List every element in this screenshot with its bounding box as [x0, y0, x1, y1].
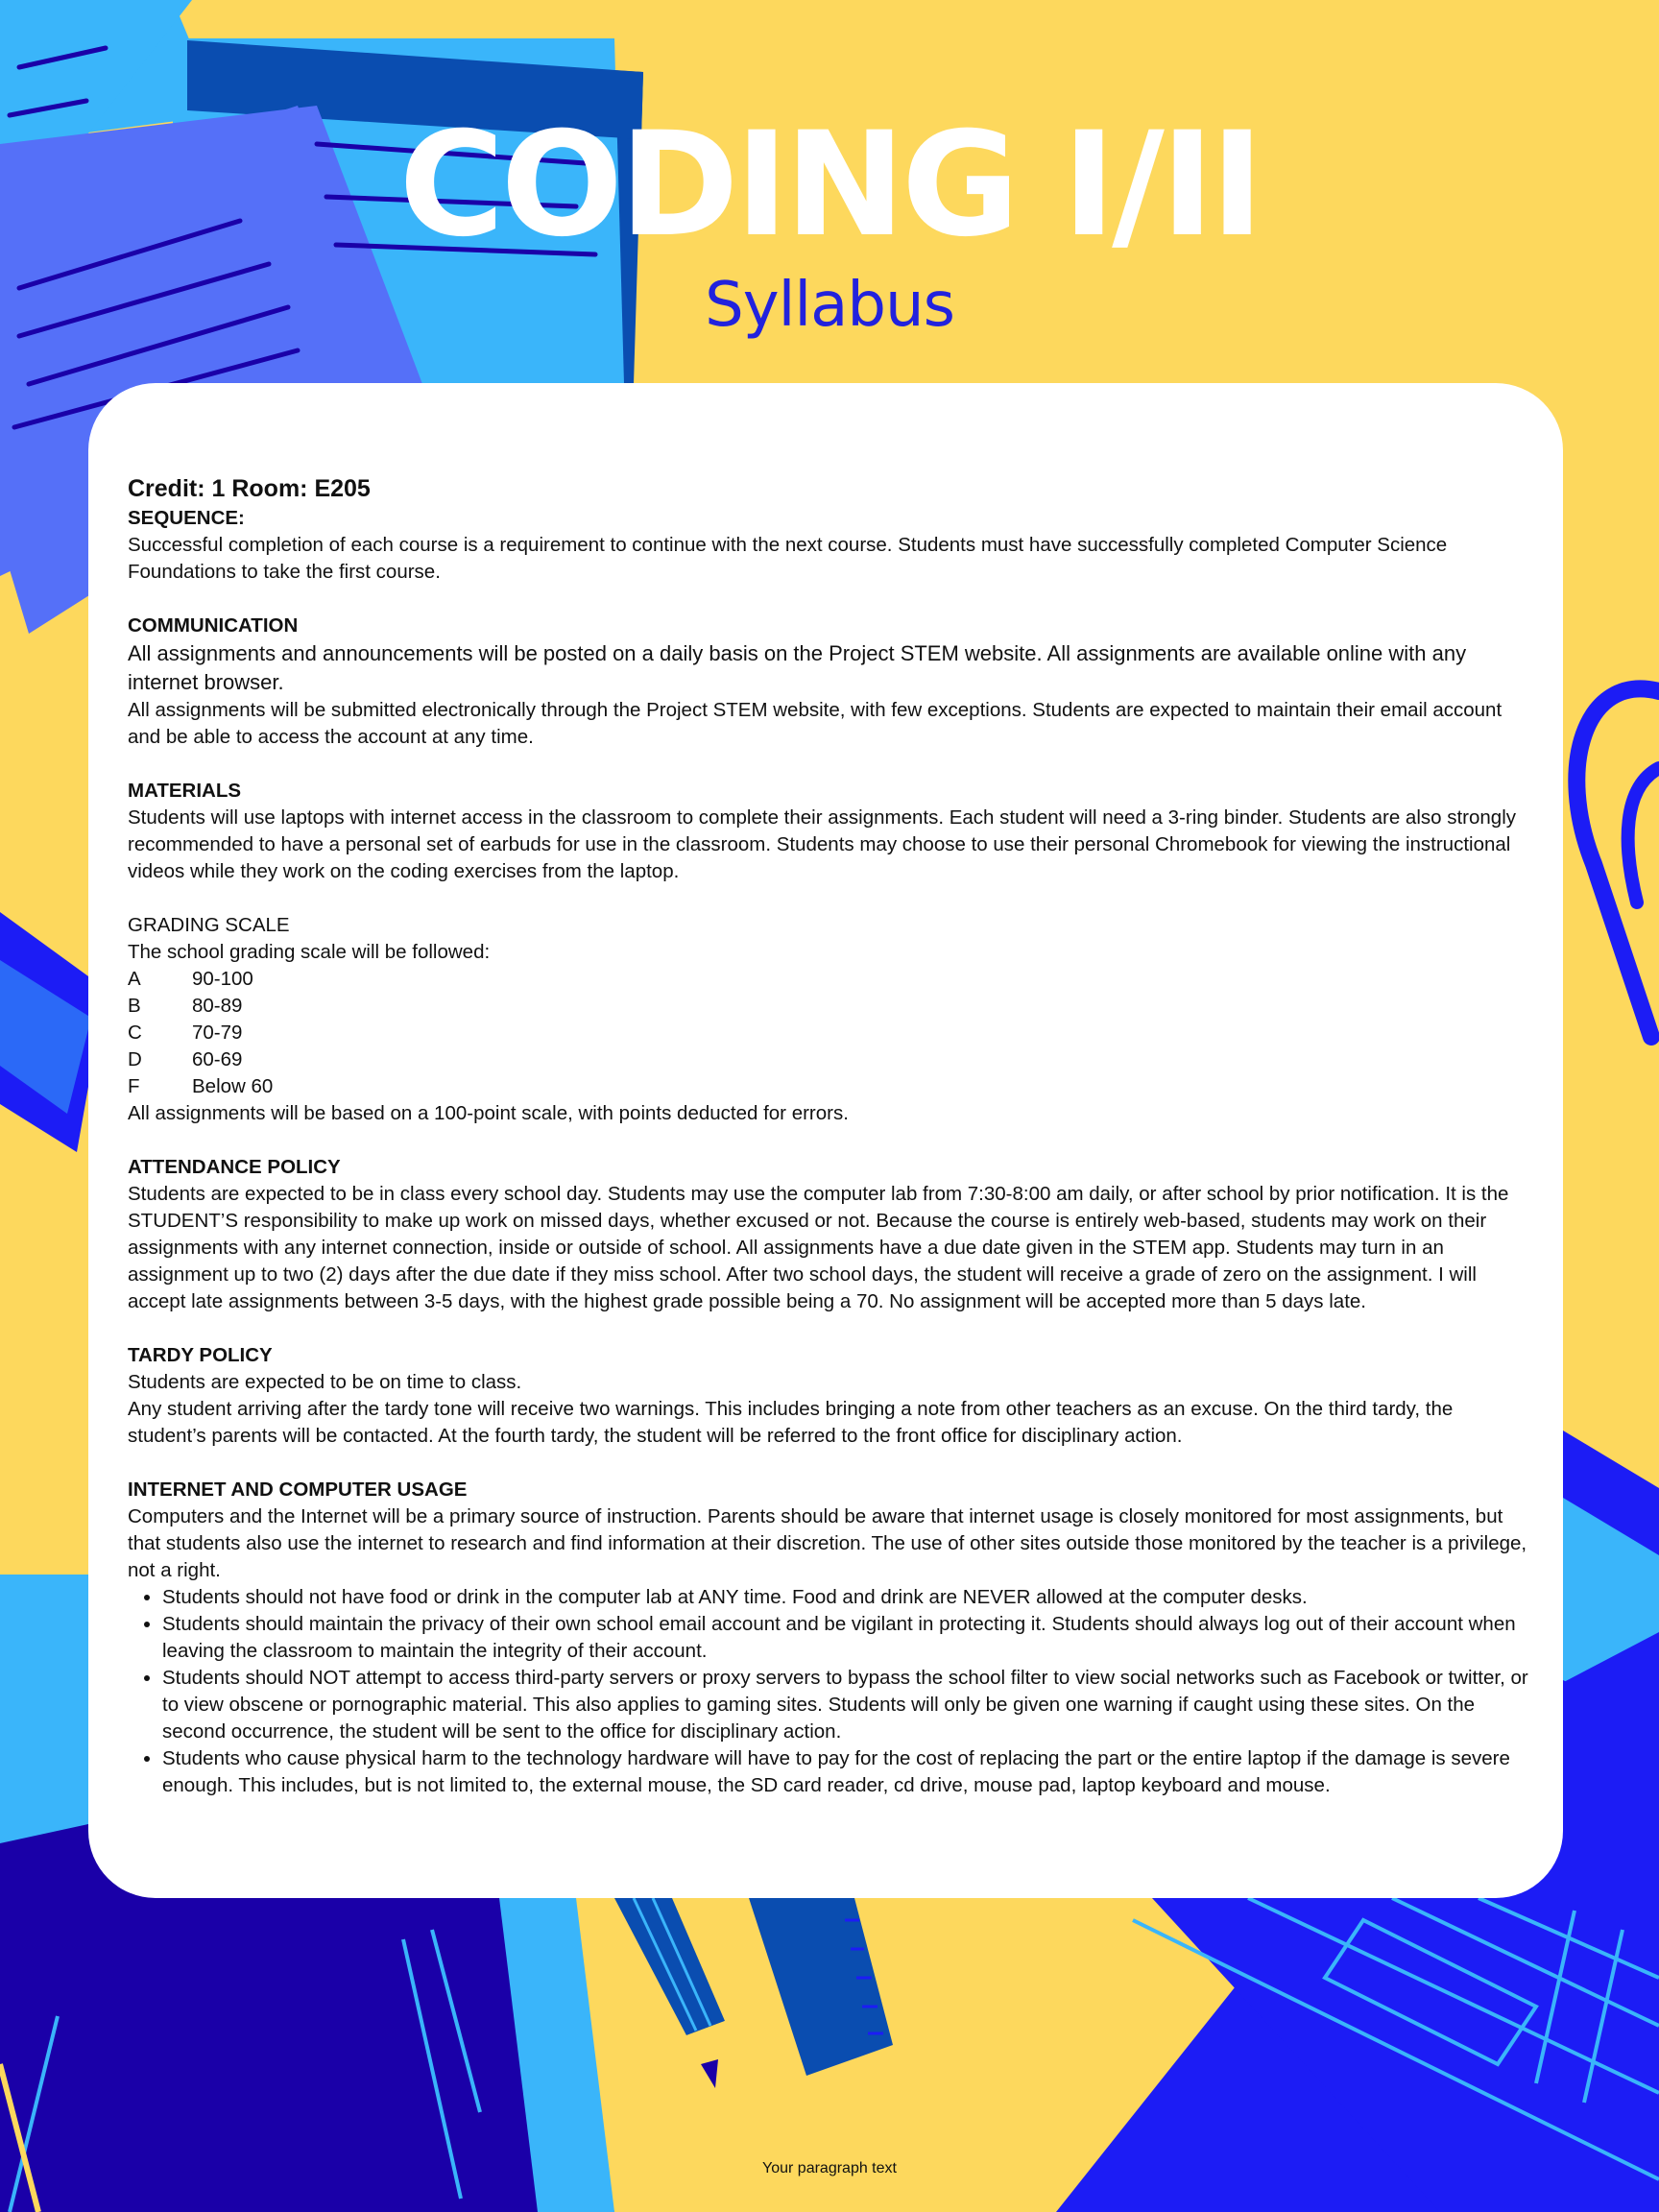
- grade-range: Below 60: [192, 1075, 274, 1097]
- grade-letter: C: [128, 1022, 142, 1044]
- grade-row: [128, 1020, 1531, 1046]
- section-text-communication-1: All assignments and announcements will be posted on a daily basis on the Project STEM website. All assignments are available online with any internet browser.: [128, 641, 1467, 694]
- section-text-attendance: Students are expected to be in class every school day. Students may use the computer lab from 7:30-8:00 am daily, or after school by prior notification. It is the STUDENT’S responsibility to make up work on missed days, whether excused or not. Because the course is entirely web-based, students may work on their assignments with any internet connection, inside or outside of school. All assignments have a due date given in the STEM app. Students may turn in an assignment up to two (2) days after the due date if they miss school. After two school days, the student will receive a grade of zero on the assignment. I will accept late assignments between 3-5 days, with the highest grade possible being a 70. No assignment will be accepted more than 5 days late.: [128, 1183, 1509, 1312]
- grade-range: 60-69: [192, 1048, 243, 1070]
- list-item: • Students should NOT attempt to access third-party servers or proxy servers to bypass the school filter to view social networks such as Facebook or twitter, or to view obscene or pornographic material. This also applies to gaming sites. Students will only be given one warning if caught using these sites. On the second occurrence, the student will be sent to the office for disciplinary action.: [162, 1665, 1531, 1745]
- grade-range: 70-79: [192, 1022, 243, 1044]
- section-heading-communication: COMMUNICATION: [128, 614, 299, 637]
- section-text-tardy-2: Any student arriving after the tardy tone will receive two warnings. This includes bringing a note from other teachers as an excuse. On the third tardy, the student’s parents will be contacted. At the fourth tardy, the student will be referred to the front office for disciplinary action.: [128, 1398, 1454, 1447]
- section-text-communication-2: All assignments will be submitted electronically through the Project STEM website, with few exceptions. Students are expected to maintain their email account and be able to access the account at any time.: [128, 699, 1503, 748]
- syllabus-content: [128, 474, 1531, 1799]
- list-item: • Students should not have food or drink in the computer lab at ANY time. Food and drink are NEVER allowed at the computer desks.: [162, 1584, 1531, 1611]
- list-item: • Students who cause physical harm to the technology hardware will have to pay for the cost of replacing the part or the entire laptop if the damage is severe enough. This includes, but is not limited to, the external mouse, the SD card reader, cd drive, mouse pad, laptop keyboard and mouse.: [162, 1745, 1531, 1799]
- footer-text: Your paragraph text: [762, 2160, 897, 2176]
- section-text-materials: Students will use laptops with internet access in the classroom to complete their assignments. Each student will need a 3-ring binder. Students are also strongly recommended to have a personal set of earbuds for use in the classroom. Students may choose to use their personal Chromebook for viewing the instructional videos while they work on the coding exercises from the laptop.: [128, 806, 1517, 882]
- section-text-tardy-1: Students are expected to be on time to class.: [128, 1371, 522, 1393]
- section-heading-sequence: SEQUENCE:: [128, 507, 245, 529]
- grading-note: All assignments will be based on a 100-point scale, with points deducted for errors.: [128, 1102, 849, 1124]
- grade-row: [128, 1046, 1531, 1073]
- section-heading-attendance: ATTENDANCE POLICY: [128, 1156, 341, 1178]
- list-item: • Students should maintain the privacy of their own school email account and be vigilant in protecting it. Students should always log out of their account when leaving the classroom to maintain the integrity of their account.: [162, 1611, 1531, 1665]
- grade-letter: F: [128, 1075, 140, 1097]
- page-subtitle: Syllabus: [705, 270, 954, 341]
- grade-letter: A: [128, 968, 141, 990]
- grade-row: [128, 993, 1531, 1020]
- credit-room-line: Credit: 1 Room: E205: [128, 475, 371, 502]
- grade-row: [128, 1073, 1531, 1100]
- section-text-sequence: Successful completion of each course is a requirement to continue with the next course. Students must have successfully completed Computer Science Foundations to take the first course.: [128, 534, 1448, 583]
- section-heading-internet: INTERNET AND COMPUTER USAGE: [128, 1479, 468, 1501]
- internet-rules-list: [128, 1584, 1531, 1799]
- grade-letter: B: [128, 995, 141, 1017]
- grade-row: [128, 966, 1531, 993]
- section-heading-materials: MATERIALS: [128, 780, 242, 802]
- section-heading-grading: GRADING SCALE: [128, 914, 290, 936]
- section-heading-tardy: TARDY POLICY: [128, 1344, 273, 1366]
- grade-range: 80-89: [192, 995, 243, 1017]
- grade-range: 90-100: [192, 968, 253, 990]
- grade-letter: D: [128, 1048, 142, 1070]
- page-title: CODING I/II: [398, 102, 1261, 269]
- section-text-internet: Computers and the Internet will be a primary source of instruction. Parents should be aware that internet usage is closely monitored for most assignments, but that students also use the internet to research and find information at their discretion. The use of other sites outside those monitored by the teacher is a privilege, not a right.: [128, 1505, 1527, 1581]
- grading-intro: The school grading scale will be followed:: [128, 941, 491, 963]
